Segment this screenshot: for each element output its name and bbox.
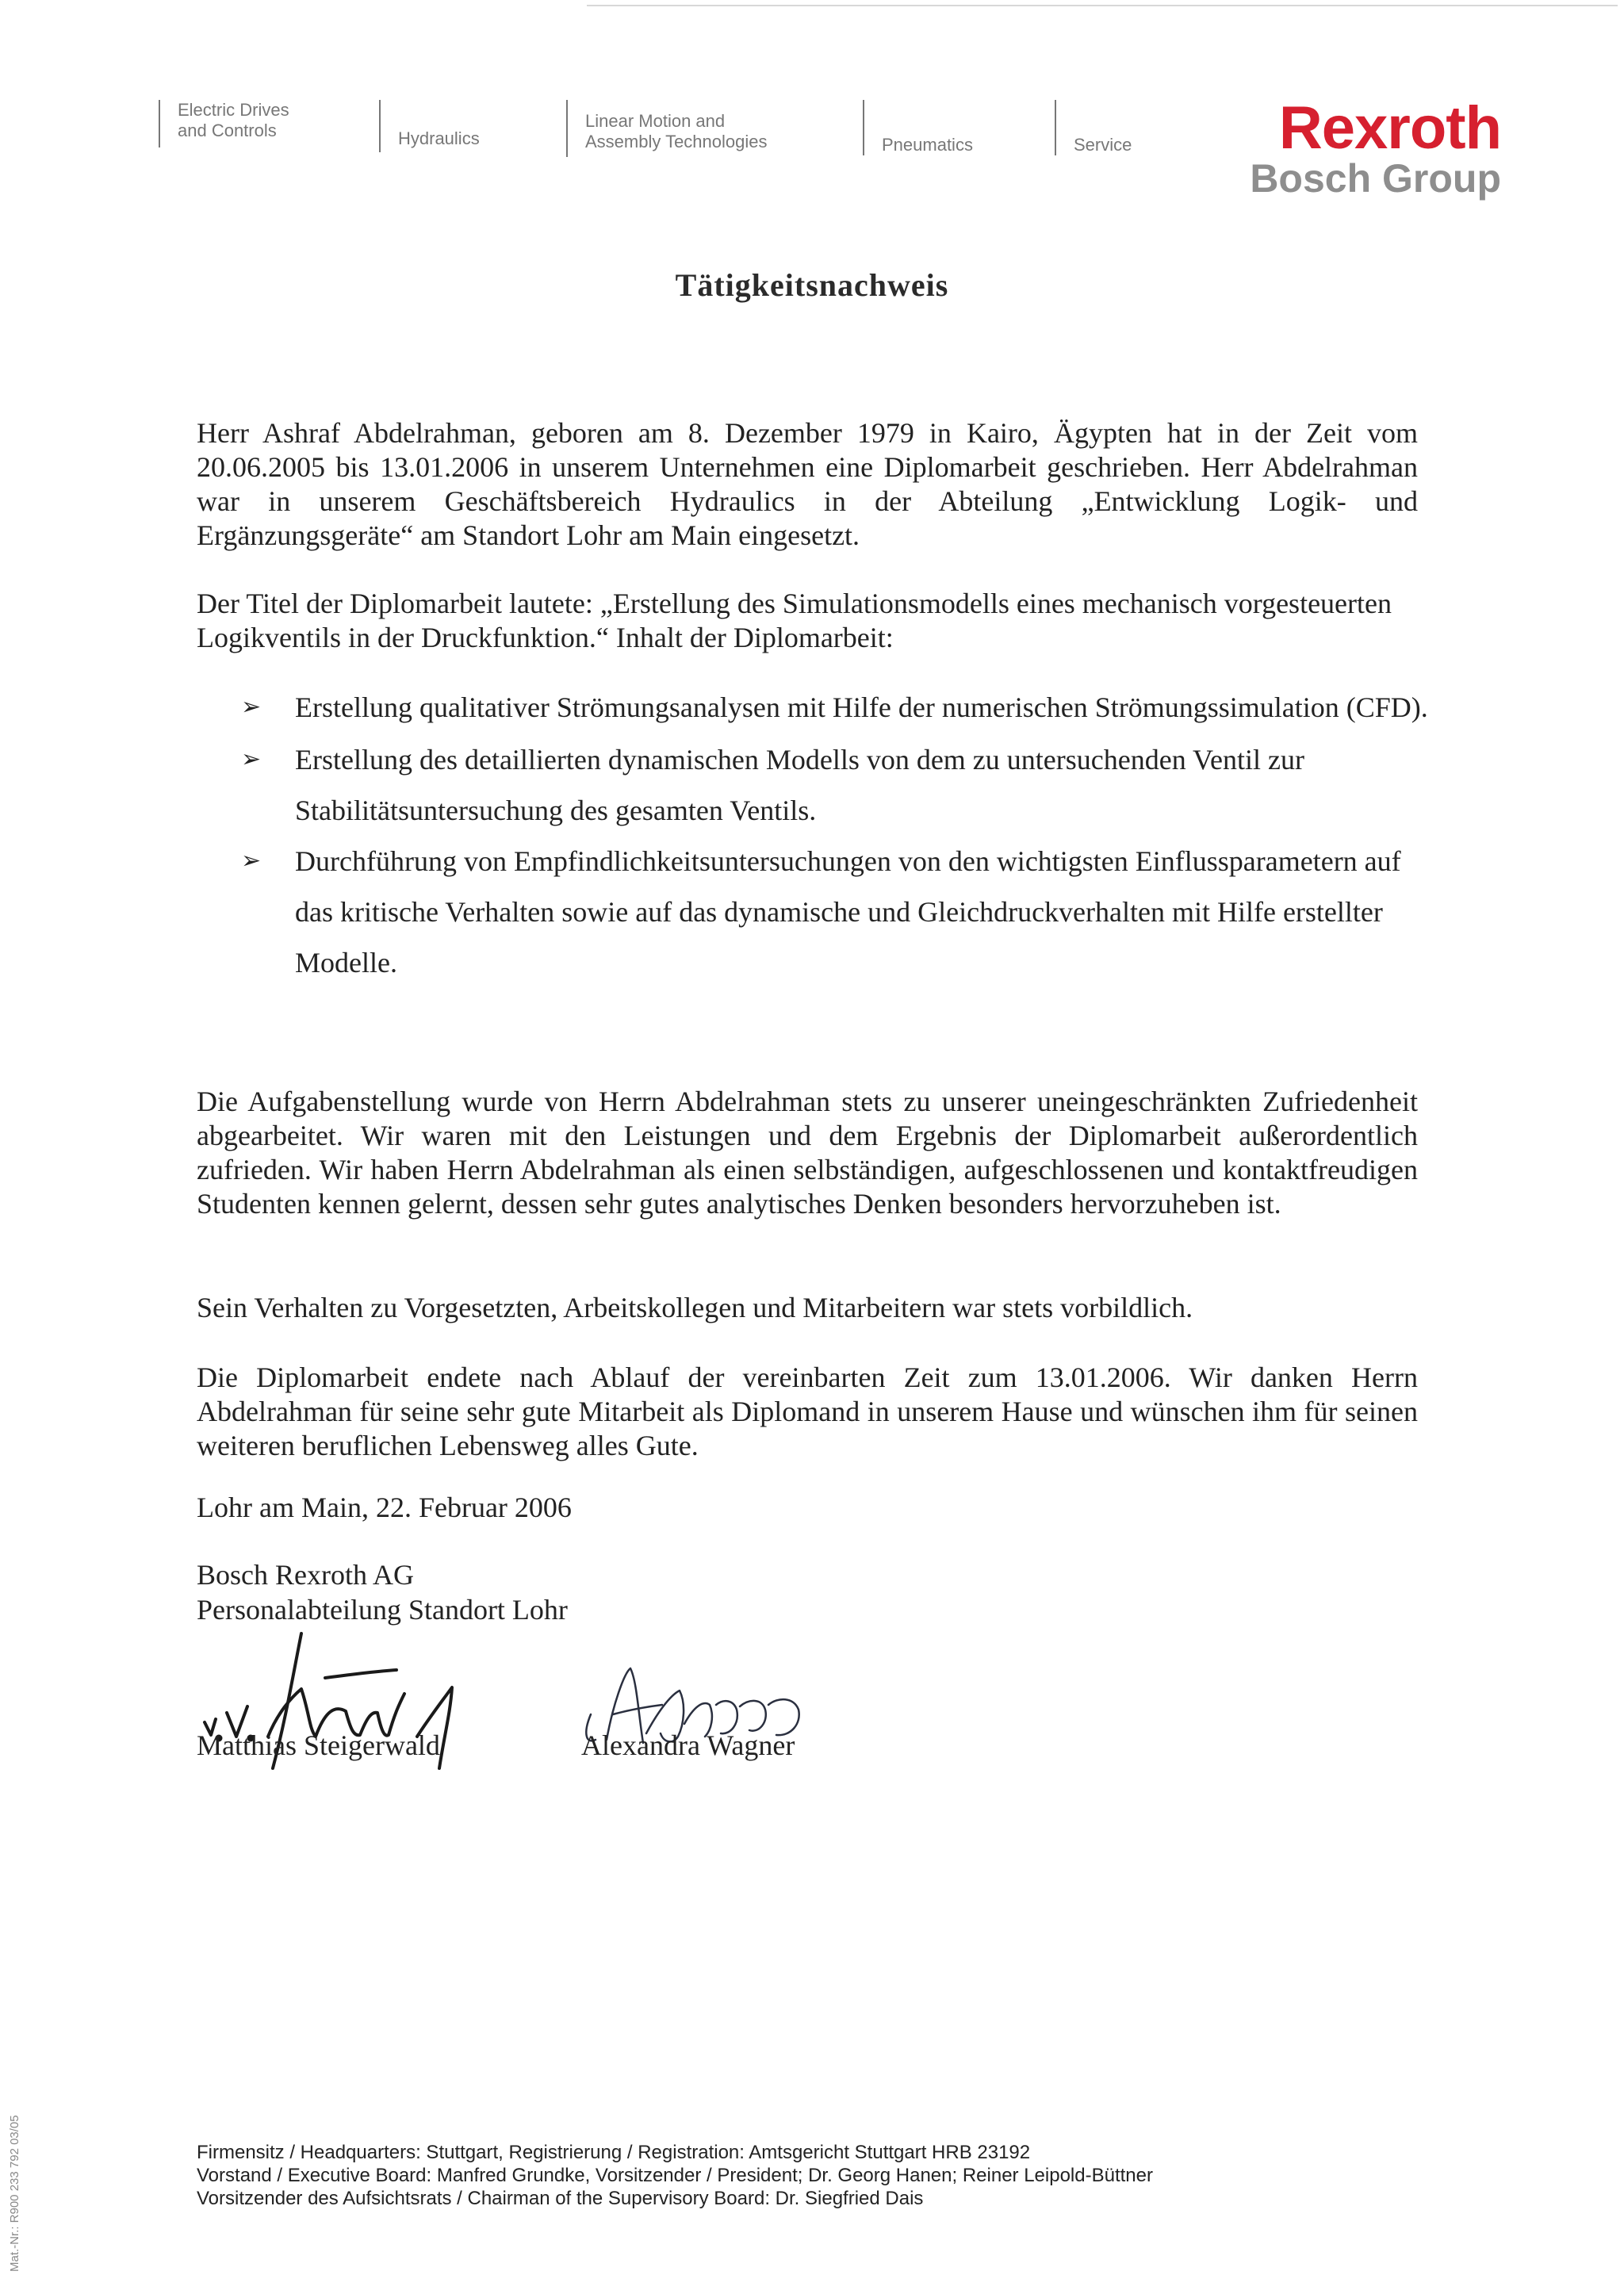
- logo-group: Bosch Group: [1250, 156, 1501, 201]
- division-line: Electric Drives: [178, 100, 289, 120]
- list-item: [241, 682, 1431, 733]
- division-line: Assembly Technologies: [585, 132, 768, 151]
- top-edge-line: [587, 5, 1618, 6]
- company-name: Bosch Rexroth AG: [197, 1559, 414, 1591]
- list-item: [241, 734, 1431, 836]
- legal-footer: [197, 2141, 1153, 2210]
- arrow-bullet-icon: ➢: [241, 847, 262, 875]
- signer-name: Matthias Steigerwald: [197, 1729, 440, 1761]
- division-line: Linear Motion and: [585, 111, 726, 131]
- division-line: Hydraulics: [398, 128, 480, 148]
- arrow-bullet-icon: ➢: [241, 745, 262, 773]
- list-item-text: Durchführung von Empfindlichkeitsuntersuchungen von den wichtigsten Einflussparametern auf das kritische Verhalten sowie auf das dynamische und Gleichdruckverhalten mit Hilfe erstellter Modelle.: [295, 845, 1401, 978]
- division-line: Service: [1074, 135, 1132, 155]
- division-linear-motion: [566, 100, 768, 157]
- list-item-text: Erstellung qualitativer Strömungsanalysen mit Hilfe der numerischen Strömungssimulation (CFD).: [295, 691, 1428, 723]
- footer-line: Vorsitzender des Aufsichtsrats / Chairman of the Supervisory Board: Dr. Siegfried Dais: [197, 2188, 924, 2209]
- arrow-bullet-icon: ➢: [241, 693, 262, 721]
- division-electric-drives: [159, 100, 289, 147]
- division-line: Pneumatics: [882, 135, 973, 155]
- assessment-paragraph: Die Aufgabenstellung wurde von Herrn Abdelrahman stets zu unserer uneingeschränkten Zufriedenheit abgearbeitet. Wir waren mit den Leistungen und dem Ergebnis der Diplomarbeit außerordentlich zufrieden. Wir haben Herrn Abdelrahman als einen selbständigen, aufgeschlossenen und kontaktfreudigen Studenten kennen gelernt, dessen sehr gutes analytisches Denken besonders hervorzuheben ist.: [197, 1086, 1418, 1220]
- thesis-paragraph: Der Titel der Diplomarbeit lautete: „Erstellung des Simulationsmodells eines mechanisch vorgesteuerten Logikventils in der Druckfunktion.“ Inhalt der Diplomarbeit:: [197, 588, 1392, 653]
- division-hydraulics: [379, 100, 480, 152]
- rexroth-logo: [1250, 94, 1501, 201]
- conduct-paragraph: Sein Verhalten zu Vorgesetzten, Arbeitskollegen und Mitarbeitern war stets vorbildlich.: [197, 1292, 1193, 1323]
- list-item-text: Erstellung des detaillierten dynamischen Modells von dem zu untersuchenden Ventil zur Stabilitätsuntersuchung des gesamten Ventils.: [295, 744, 1305, 826]
- thesis-content-list: [241, 682, 1431, 988]
- logo-name: Rexroth: [1278, 94, 1501, 162]
- footer-line: Vorstand / Executive Board: Manfred Grundke, Vorsitzender / President; Dr. Georg Hanen; Reiner Leipold-Büttner: [197, 2165, 1153, 2186]
- closing-paragraph: Die Diplomarbeit endete nach Ablauf der vereinbarten Zeit zum 13.01.2006. Wir danken Herrn Abdelrahman für seine sehr gute Mitarbeit als Diplomand in unserem Hause und wünschen ihm für seinen weiteren beruflichen Lebensweg alles Gute.: [197, 1361, 1418, 1461]
- division-service: [1055, 100, 1132, 155]
- material-number: Mat.-Nr.: R900 233 792 03/05: [8, 2115, 21, 2272]
- place-and-date: Lohr am Main, 22. Februar 2006: [197, 1492, 572, 1523]
- division-pneumatics: [863, 100, 973, 155]
- footer-line: Firmensitz / Headquarters: Stuttgart, Registrierung / Registration: Amtsgericht Stuttgart HRB 23192: [197, 2142, 1031, 2163]
- document-title: Tätigkeitsnachweis: [675, 267, 949, 303]
- signer-name: Alexandra Wagner: [581, 1729, 795, 1761]
- intro-paragraph: Herr Ashraf Abdelrahman, geboren am 8. Dezember 1979 in Kairo, Ägypten hat in der Zeit vom 20.06.2005 bis 13.01.2006 in unserem Unternehmen eine Diplomarbeit geschrieben. Herr Abdelrahman war in unserem Geschäftsbereich Hydraulics in der Abteilung „Entwicklung Logik- und Ergänzungsgeräte“ am Standort Lohr am Main eingesetzt.: [197, 417, 1418, 551]
- division-line: and Controls: [178, 121, 277, 140]
- list-item: [241, 836, 1431, 988]
- department-name: Personalabteilung Standort Lohr: [197, 1594, 568, 1626]
